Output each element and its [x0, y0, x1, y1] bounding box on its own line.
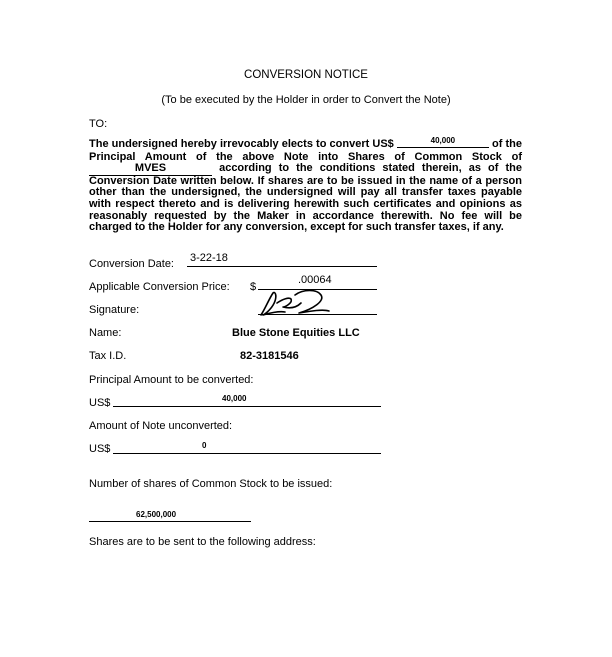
conversion-date-line [187, 266, 377, 267]
principal-currency: US$ [89, 397, 111, 409]
price-currency: $ [250, 281, 257, 293]
address-label: Shares are to be sent to the following address: [89, 536, 316, 548]
signature-label: Signature: [89, 304, 140, 316]
unconverted-line [113, 453, 381, 454]
name-value: Blue Stone Equities LLC [232, 327, 360, 339]
unconverted-label: Amount of Note unconverted: [89, 420, 233, 432]
principal-line [113, 406, 381, 407]
para-amount: 40,000 [430, 136, 456, 145]
shares-value: 62,500,000 [136, 510, 177, 519]
notice-subtitle: (To be executed by the Holder in order to Convert the Note) [161, 94, 451, 106]
shares-label: Number of shares of Common Stock to be issued: [89, 478, 333, 490]
shares-line [89, 521, 251, 522]
notice-title: CONVERSION NOTICE [244, 69, 368, 81]
price-value: .00064 [298, 274, 332, 286]
para-part-1: The undersigned hereby irrevocably elects to convert US$ [89, 138, 394, 150]
conversion-date-value: 3-22-18 [190, 252, 228, 264]
para-part-3: according to the conditions stated therein, as of the Conversion Date written below. If shares are to be issued in the name of a person other than the undersigned, the undersigned will pay all transfer taxes payable with respect thereto and is delivering herewith such certificates and opinions as reasonably requested by the Maker in accordance therewith. No fee will be charged to the Holder for any conversion, except for such transfer taxes, if any. [89, 162, 522, 234]
conversion-date-label: Conversion Date: [89, 258, 174, 270]
to-label: TO: [89, 118, 108, 130]
principal-label: Principal Amount to be converted: [89, 374, 254, 386]
unconverted-value: 0 [202, 441, 207, 450]
conversion-paragraph [89, 136, 522, 234]
unconverted-currency: US$ [89, 443, 111, 455]
name-label: Name: [89, 327, 122, 339]
price-label: Applicable Conversion Price: [89, 281, 230, 293]
principal-value: 40,000 [222, 394, 247, 403]
tax-id-value: 82-3181546 [240, 350, 299, 362]
para-part-2: of the Principal Amount of the above Note into Shares of Common Stock of [89, 138, 522, 163]
signature-line [258, 314, 377, 315]
para-company: MVES [134, 162, 167, 175]
tax-id-label: Tax I.D. [89, 350, 127, 362]
